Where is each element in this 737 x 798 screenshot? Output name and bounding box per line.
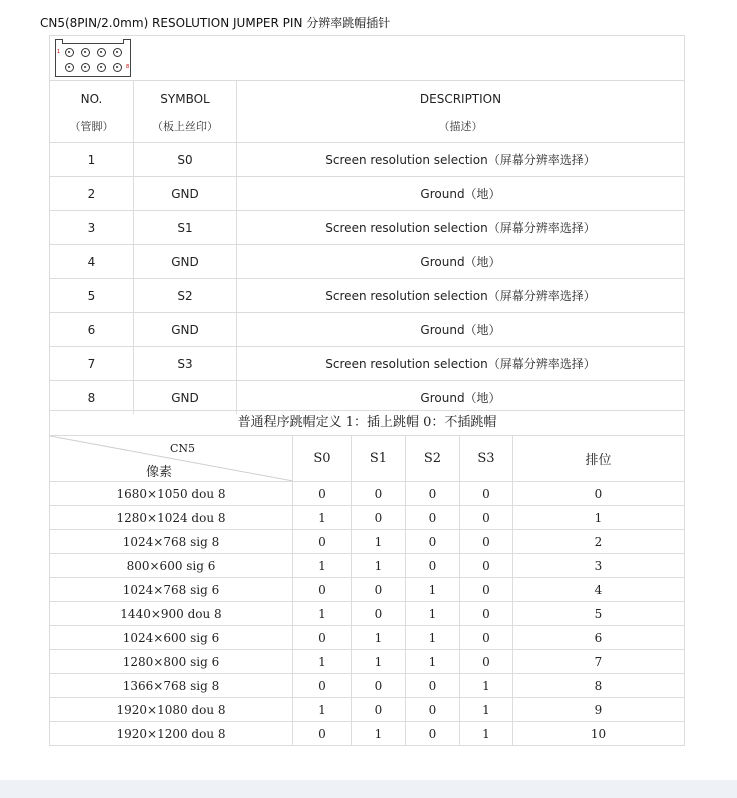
pin-symbol: GND bbox=[134, 313, 237, 347]
resolution-label: 1024×600 sig 6 bbox=[50, 626, 293, 650]
pin-description: Screen resolution selection（屏幕分辨率选择） bbox=[237, 279, 685, 313]
s3-value: 0 bbox=[460, 506, 513, 530]
s3-value: 0 bbox=[460, 602, 513, 626]
position-value: 6 bbox=[513, 626, 685, 650]
resolution-label: 1366×768 sig 8 bbox=[50, 674, 293, 698]
header-s0: S0 bbox=[293, 436, 352, 482]
table-row bbox=[50, 482, 685, 506]
pin-no: 7 bbox=[50, 347, 134, 381]
resolution-label: 1920×1200 dou 8 bbox=[50, 722, 293, 746]
s3-value: 0 bbox=[460, 626, 513, 650]
s3-value: 0 bbox=[460, 482, 513, 506]
pin-description: Screen resolution selection（屏幕分辨率选择） bbox=[237, 143, 685, 177]
pin-icon bbox=[65, 63, 74, 72]
resolution-label: 1024×768 sig 8 bbox=[50, 530, 293, 554]
s1-value: 1 bbox=[352, 554, 406, 578]
header-s1: S1 bbox=[352, 436, 406, 482]
s0-value: 0 bbox=[293, 482, 352, 506]
connector-notch bbox=[62, 39, 124, 44]
header-no-zh: （管脚） bbox=[69, 120, 114, 133]
table-row bbox=[50, 602, 685, 626]
table-row bbox=[50, 143, 685, 177]
s1-value: 0 bbox=[352, 482, 406, 506]
table-row bbox=[50, 674, 685, 698]
table-row bbox=[50, 347, 685, 381]
pin-icon bbox=[81, 48, 90, 57]
s0-value: 0 bbox=[293, 722, 352, 746]
position-value: 10 bbox=[513, 722, 685, 746]
table-row bbox=[50, 578, 685, 602]
pin-symbol: GND bbox=[134, 177, 237, 211]
s0-value: 0 bbox=[293, 530, 352, 554]
pin-no: 3 bbox=[50, 211, 134, 245]
table-row bbox=[50, 530, 685, 554]
pin-symbol: S1 bbox=[134, 211, 237, 245]
table-row bbox=[50, 626, 685, 650]
resolution-label: 1920×1080 dou 8 bbox=[50, 698, 293, 722]
s3-value: 0 bbox=[460, 530, 513, 554]
pin-icon bbox=[113, 63, 122, 72]
s3-value: 0 bbox=[460, 554, 513, 578]
header-symbol bbox=[134, 81, 237, 143]
pin-no: 4 bbox=[50, 245, 134, 279]
pin-no: 1 bbox=[50, 143, 134, 177]
s3-value: 0 bbox=[460, 650, 513, 674]
s0-value: 0 bbox=[293, 674, 352, 698]
position-value: 9 bbox=[513, 698, 685, 722]
connector-diagram-cell bbox=[49, 35, 685, 80]
s2-value: 0 bbox=[406, 722, 460, 746]
table-row bbox=[50, 177, 685, 211]
header-s3: S3 bbox=[460, 436, 513, 482]
table-row bbox=[50, 722, 685, 746]
s1-value: 1 bbox=[352, 530, 406, 554]
table-row bbox=[50, 650, 685, 674]
s2-value: 0 bbox=[406, 506, 460, 530]
pin-symbol: GND bbox=[134, 381, 237, 415]
s1-value: 0 bbox=[352, 602, 406, 626]
header-no bbox=[50, 81, 134, 143]
pin-symbol: GND bbox=[134, 245, 237, 279]
pin-description: Screen resolution selection（屏幕分辨率选择） bbox=[237, 211, 685, 245]
pin-description: Ground（地） bbox=[237, 177, 685, 211]
table-row bbox=[50, 506, 685, 530]
header-no-label: NO. bbox=[80, 92, 103, 106]
position-value: 7 bbox=[513, 650, 685, 674]
pin-icon bbox=[65, 48, 74, 57]
s0-value: 1 bbox=[293, 554, 352, 578]
s2-value: 0 bbox=[406, 482, 460, 506]
position-value: 5 bbox=[513, 602, 685, 626]
resolution-table bbox=[49, 435, 685, 746]
corner-pixels: 像素 bbox=[146, 465, 173, 480]
s1-value: 0 bbox=[352, 698, 406, 722]
page-title: CN5(8PIN/2.0mm) RESOLUTION JUMPER PIN 分辨率跳帽插针 bbox=[40, 16, 391, 30]
position-value: 0 bbox=[513, 482, 685, 506]
header-description-zh: （描述） bbox=[438, 120, 483, 133]
pin-8-label: 8 bbox=[126, 64, 130, 70]
pin-symbol: S2 bbox=[134, 279, 237, 313]
position-value: 2 bbox=[513, 530, 685, 554]
header-description bbox=[237, 81, 685, 143]
pin-no: 2 bbox=[50, 177, 134, 211]
pin-table-header bbox=[50, 81, 685, 143]
table-row bbox=[50, 245, 685, 279]
table-row bbox=[50, 313, 685, 347]
table-row bbox=[50, 279, 685, 313]
pin-icon bbox=[97, 48, 106, 57]
s2-value: 0 bbox=[406, 530, 460, 554]
diagonal-header-cell bbox=[50, 436, 293, 482]
pin-description: Screen resolution selection（屏幕分辨率选择） bbox=[237, 347, 685, 381]
pin-no: 6 bbox=[50, 313, 134, 347]
pin-icon bbox=[97, 63, 106, 72]
s0-value: 1 bbox=[293, 698, 352, 722]
pin-1-label: 1 bbox=[57, 49, 61, 55]
s0-value: 1 bbox=[293, 602, 352, 626]
table-row bbox=[50, 554, 685, 578]
s2-value: 0 bbox=[406, 698, 460, 722]
s1-value: 1 bbox=[352, 722, 406, 746]
pin-icon bbox=[81, 63, 90, 72]
resolution-label: 1680×1050 dou 8 bbox=[50, 482, 293, 506]
pin-description: Ground（地） bbox=[237, 245, 685, 279]
s1-value: 0 bbox=[352, 578, 406, 602]
connector-diagram bbox=[55, 39, 131, 77]
jumper-rule-text: 普通程序跳帽定义 1：插上跳帽 0：不插跳帽 bbox=[49, 410, 685, 436]
s1-value: 1 bbox=[352, 650, 406, 674]
s2-value: 0 bbox=[406, 554, 460, 578]
resolution-label: 1440×900 dou 8 bbox=[50, 602, 293, 626]
s0-value: 0 bbox=[293, 578, 352, 602]
bottom-bar bbox=[0, 780, 737, 798]
table-row bbox=[50, 381, 685, 415]
table-row bbox=[50, 211, 685, 245]
pin-description: Ground（地） bbox=[237, 313, 685, 347]
corner-cn5: CN5 bbox=[170, 442, 196, 455]
s1-value: 0 bbox=[352, 506, 406, 530]
pin-description: Ground（地） bbox=[237, 381, 685, 415]
pin-icon bbox=[113, 48, 122, 57]
position-value: 1 bbox=[513, 506, 685, 530]
s1-value: 0 bbox=[352, 674, 406, 698]
s2-value: 1 bbox=[406, 626, 460, 650]
s3-value: 1 bbox=[460, 674, 513, 698]
header-symbol-label: SYMBOL bbox=[160, 92, 210, 106]
s1-value: 1 bbox=[352, 626, 406, 650]
position-value: 4 bbox=[513, 578, 685, 602]
header-position: 排位 bbox=[513, 436, 685, 482]
resolution-label: 800×600 sig 6 bbox=[50, 554, 293, 578]
position-value: 3 bbox=[513, 554, 685, 578]
s2-value: 1 bbox=[406, 650, 460, 674]
pin-symbol: S0 bbox=[134, 143, 237, 177]
pin-no: 5 bbox=[50, 279, 134, 313]
pin-definition-table bbox=[49, 80, 685, 414]
pin-no: 8 bbox=[50, 381, 134, 415]
s2-value: 1 bbox=[406, 602, 460, 626]
resolution-label: 1024×768 sig 6 bbox=[50, 578, 293, 602]
s0-value: 1 bbox=[293, 506, 352, 530]
header-description-label: DESCRIPTION bbox=[419, 92, 502, 106]
header-symbol-zh: （板上丝印） bbox=[152, 120, 218, 133]
s2-value: 0 bbox=[406, 674, 460, 698]
s2-value: 1 bbox=[406, 578, 460, 602]
s0-value: 0 bbox=[293, 626, 352, 650]
resolution-table-body bbox=[50, 482, 685, 746]
resolution-label: 1280×1024 dou 8 bbox=[50, 506, 293, 530]
resolution-table-header bbox=[50, 436, 685, 482]
s3-value: 1 bbox=[460, 722, 513, 746]
s3-value: 1 bbox=[460, 698, 513, 722]
pin-symbol: S3 bbox=[134, 347, 237, 381]
header-s2: S2 bbox=[406, 436, 460, 482]
s0-value: 1 bbox=[293, 650, 352, 674]
resolution-label: 1280×800 sig 6 bbox=[50, 650, 293, 674]
s3-value: 0 bbox=[460, 578, 513, 602]
position-value: 8 bbox=[513, 674, 685, 698]
table-row bbox=[50, 698, 685, 722]
